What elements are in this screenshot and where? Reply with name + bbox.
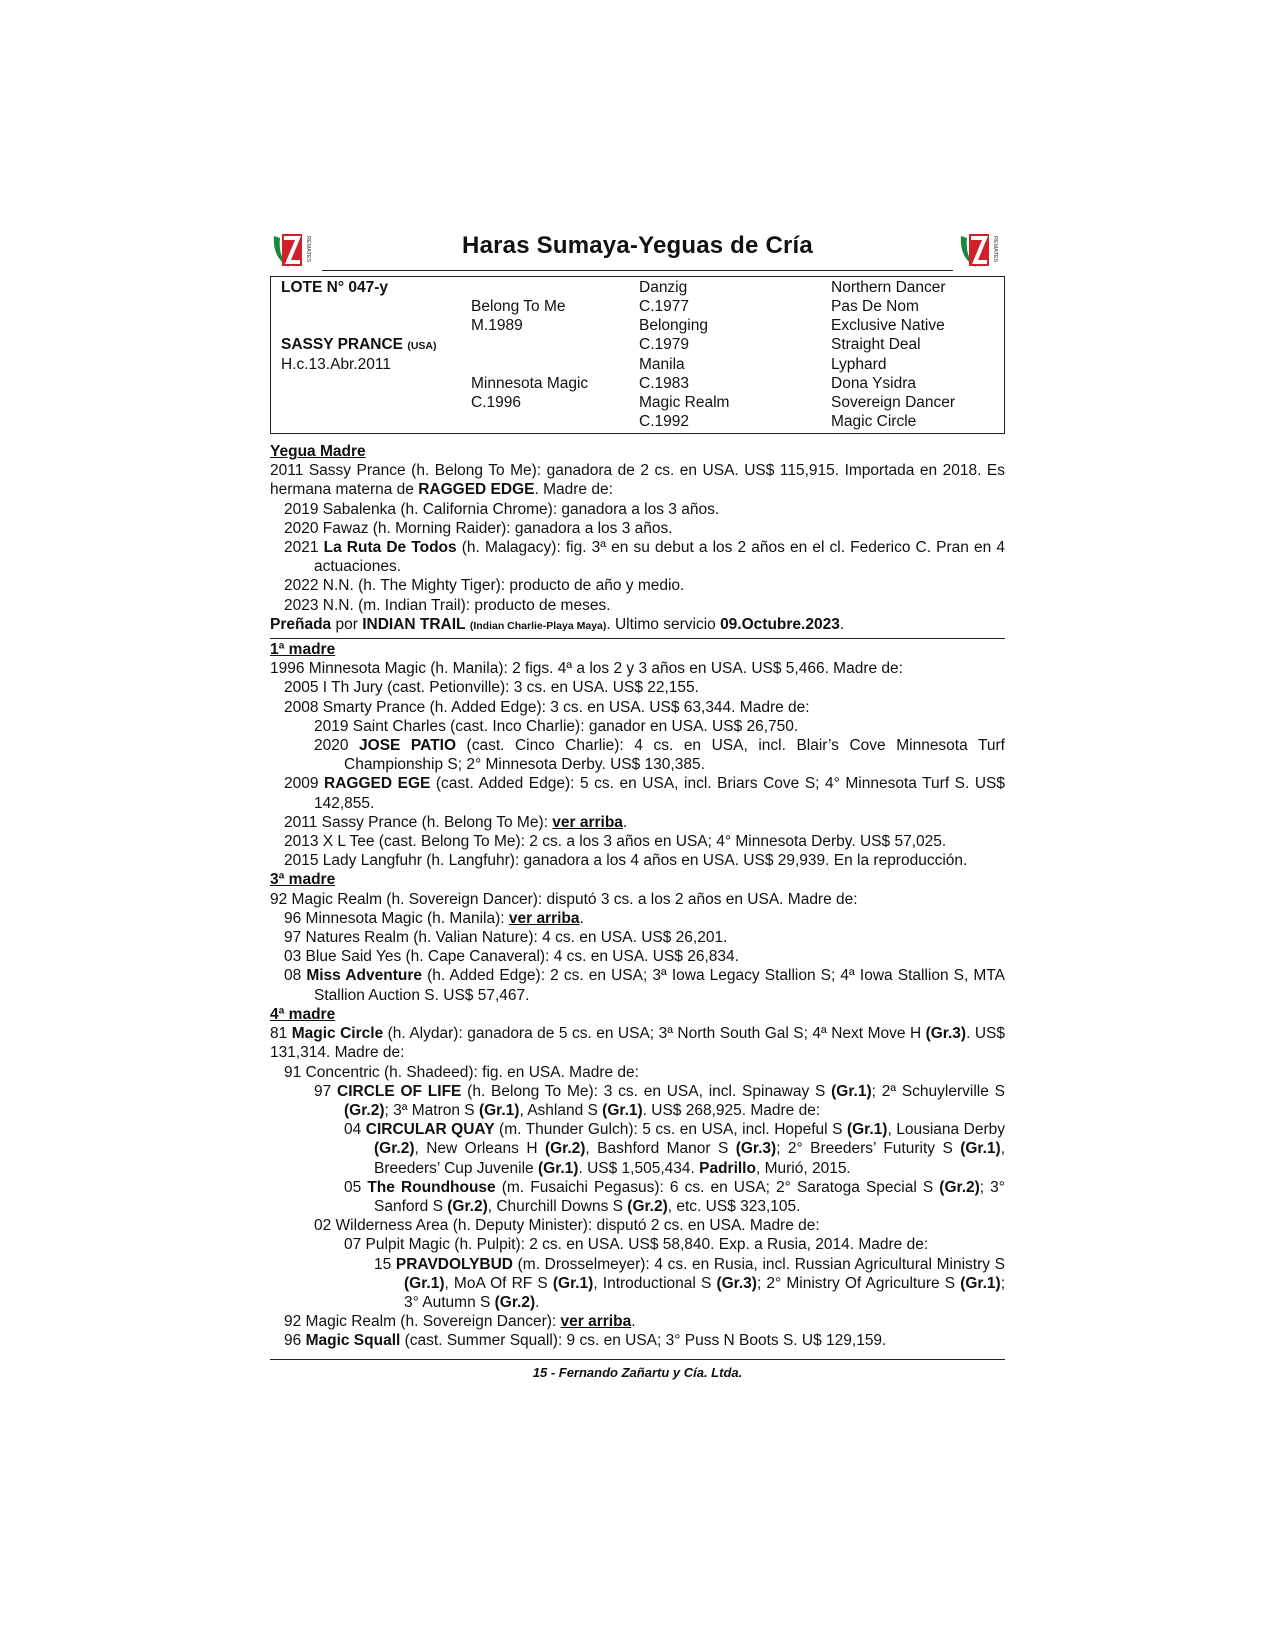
catalog-page xyxy=(270,224,1005,1382)
text-line: 97 Natures Realm (h. Valian Nature): 4 cs. en USA. US$ 26,201. xyxy=(284,929,728,947)
great-grandparent: Straight Deal xyxy=(831,336,921,353)
text-line: 2020 Fawaz (h. Morning Raider): ganadora a los 3 años. xyxy=(284,519,673,537)
section-divider xyxy=(270,638,1005,639)
lot-number: LOTE N° 047-y xyxy=(281,279,388,296)
text-line: 03 Blue Said Yes (h. Cape Canaveral): 4 cs. en USA. US$ 26,834. xyxy=(284,948,739,966)
text-line: 2022 N.N. (h. The Mighty Tiger): producto de año y medio. xyxy=(284,577,685,595)
great-grandparent: Pas De Nom xyxy=(831,298,919,315)
dam-name: Minnesota Magic xyxy=(471,375,589,392)
text-line: 07 Pulpit Magic (h. Pulpit): 2 cs. en USA. US$ 58,840. Exp. a Rusia, 2014. Madre de: xyxy=(344,1236,929,1254)
text-line: 81 Magic Circle (h. Alydar): ganadora de 5 cs. en USA; 3ª North South Gal S; 4ª Next Move H (Gr.3). US$ 131,314. Madre de: xyxy=(270,1025,1005,1062)
text-line: 15 PRAVDOLYBUD (m. Drosselmeyer): 4 cs. en Rusia, incl. Russian Agricultural Ministry S (Gr.1), MoA Of RF S (Gr.1), Introductional S (Gr.3); 2° Ministry Of Agriculture S (Gr.1); 3° Autumn S (Gr.2). xyxy=(374,1255,1006,1311)
text-line: 2021 La Ruta De Todos (h. Malagacy): fig. 3ª en su debut a los 2 años en el cl. Federico C. Pran en 4 actuaciones. xyxy=(284,539,1005,576)
text-line: 2019 Sabalenka (h. California Chrome): ganadora a los 3 años. xyxy=(284,500,720,518)
grandparent: Magic Realm xyxy=(639,394,730,411)
text-line: 2005 I Th Jury (cast. Petionville): 3 cs. en USA. US$ 22,155. xyxy=(284,679,699,697)
great-grandparent: Exclusive Native xyxy=(831,317,945,334)
text-line: 2011 Sassy Prance (h. Belong To Me): ganadora de 2 cs. en USA. US$ 115,915. Importada en 2018. Es hermana materna de RAGGED EDGE. Madre de: xyxy=(270,462,1005,499)
sire-year: M.1989 xyxy=(471,317,523,334)
great-grandparent: Magic Circle xyxy=(831,413,917,430)
text-line: 92 Magic Realm (h. Sovereign Dancer): disputó 3 cs. a los 2 años en USA. Madre de: xyxy=(270,890,858,908)
sire-name: Belong To Me xyxy=(471,298,566,315)
text-line: 91 Concentric (h. Shadeed): fig. en USA. Madre de: xyxy=(284,1063,639,1081)
remates-logo xyxy=(957,228,1005,270)
great-grandparent: Lyphard xyxy=(831,356,887,373)
grandparent-year: C.1979 xyxy=(639,336,689,353)
text-line: 2023 N.N. (m. Indian Trail): producto de meses. xyxy=(284,596,611,614)
text-line: 02 Wilderness Area (h. Deputy Minister): disputó 2 cs. en USA. Madre de: xyxy=(314,1217,820,1235)
page-title: Haras Sumaya-Yeguas de Cría xyxy=(462,232,813,259)
header-rule xyxy=(322,270,953,271)
horse-name: SASSY PRANCE (USA) xyxy=(281,336,437,353)
section-heading-yegua-madre: Yegua Madre xyxy=(270,443,366,460)
great-grandparent: Sovereign Dancer xyxy=(831,394,956,411)
footer-rule xyxy=(270,1359,1005,1360)
text-line: 2020 JOSE PATIO (cast. Cinco Charlie): 4 cs. en USA, incl. Blair’s Cove Minnesota Turf Championship S; 2° Minnesota Derby. US$ 130,385. xyxy=(314,737,1005,774)
remates-logo xyxy=(270,228,318,270)
page-footer: 15 - Fernando Zañartu y Cía. Ltda. xyxy=(532,1364,743,1380)
text-line: 96 Minnesota Magic (h. Manila): ver arriba. xyxy=(284,909,584,927)
text-line: 1996 Minnesota Magic (h. Manila): 2 figs. 4ª a los 2 y 3 años en USA. US$ 5,466. Madre de: xyxy=(270,660,903,678)
text-line: 2009 RAGGED EGE (cast. Added Edge): 5 cs. en USA, incl. Briars Cove S; 4° Minnesota Turf S. US$ 142,855. xyxy=(284,775,1005,812)
text-line: 2011 Sassy Prance (h. Belong To Me): ver arriba. xyxy=(284,813,628,831)
section-heading-4a-madre: 4ª madre xyxy=(270,1005,336,1023)
text-line: 05 The Roundhouse (m. Fusaichi Pegasus): 6 cs. en USA; 2° Saratoga Special S (Gr.2); 3° Sanford S (Gr.2), Churchill Downs S (Gr.2), etc. US$ 323,105. xyxy=(344,1178,1005,1215)
pregnancy-line: Preñada por INDIAN TRAIL (Indian Charlie-Playa Maya). Ultimo servicio 09.Octubre.2023. xyxy=(270,615,845,633)
grandparent-year: C.1992 xyxy=(639,413,689,430)
great-grandparent: Dona Ysidra xyxy=(831,375,917,392)
svg-text:REMATES: REMATES xyxy=(305,236,311,263)
pedigree-box xyxy=(270,276,1005,434)
text-line: 92 Magic Realm (h. Sovereign Dancer): ver arriba. xyxy=(284,1313,636,1331)
grandparent: Manila xyxy=(639,356,685,373)
horse-birth: H.c.13.Abr.2011 xyxy=(281,356,392,373)
grandparent: Belonging xyxy=(639,317,708,334)
section-heading-1a-madre: 1ª madre xyxy=(270,641,336,659)
family-text xyxy=(270,442,1005,1382)
text-line: 2013 X L Tee (cast. Belong To Me): 2 cs. a los 3 años en USA; 4° Minnesota Derby. US$ 57,025. xyxy=(284,833,947,851)
great-grandparent: Northern Dancer xyxy=(831,279,946,296)
text-line: 97 CIRCLE OF LIFE (h. Belong To Me): 3 cs. en USA, incl. Spinaway S (Gr.1); 2ª Schuylerville S (Gr.2); 3ª Matron S (Gr.1), Ashland S (Gr.1). US$ 268,925. Madre de: xyxy=(314,1082,1005,1119)
page-header xyxy=(270,224,1005,274)
svg-text:REMATES: REMATES xyxy=(992,236,998,263)
grandparent-year: C.1983 xyxy=(639,375,689,392)
text-line: 08 Miss Adventure (h. Added Edge): 2 cs. en USA; 3ª Iowa Legacy Stallion S; 4ª Iowa Stallion S, MTA Stallion Auction S. US$ 57,467. xyxy=(284,967,1005,1004)
section-heading-3a-madre: 3ª madre xyxy=(270,871,336,889)
text-line: 2008 Smarty Prance (h. Added Edge): 3 cs. en USA. US$ 63,344. Madre de: xyxy=(284,698,810,716)
text-line: 2019 Saint Charles (cast. Inco Charlie): ganador en USA. US$ 26,750. xyxy=(314,717,799,735)
text-line: 04 CIRCULAR QUAY (m. Thunder Gulch): 5 cs. en USA, incl. Hopeful S (Gr.1), Lousiana Derby (Gr.2), New Orleans H (Gr.2), Bashford Manor S (Gr.3); 2° Breeders’ Futurity S (Gr.1), Breeders’ Cup Juvenile (Gr.1). US$ 1,505,434. Padrillo, Murió, 2015. xyxy=(344,1121,1005,1177)
dam-year: C.1996 xyxy=(471,394,521,411)
text-line: 2015 Lady Langfuhr (h. Langfuhr): ganadora a los 4 años en USA. US$ 29,939. En la reproducción. xyxy=(284,852,968,870)
text-line: 96 Magic Squall (cast. Summer Squall): 9 cs. en USA; 3° Puss N Boots S. U$ 129,159. xyxy=(284,1332,887,1350)
grandparent-year: C.1977 xyxy=(639,298,689,315)
grandparent: Danzig xyxy=(639,279,688,296)
